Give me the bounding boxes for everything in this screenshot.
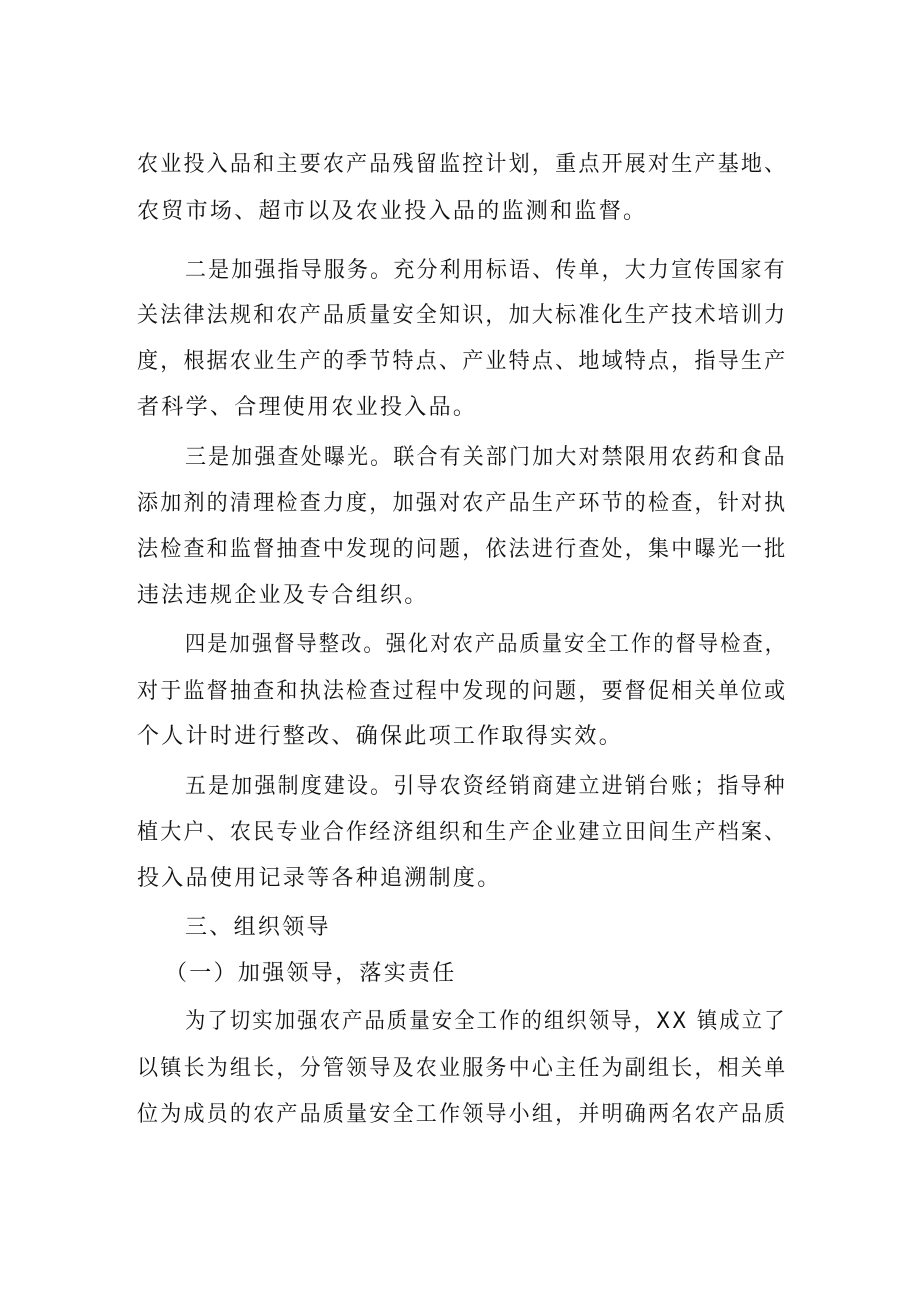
paragraph-start-line: 三是加强查处曝光。联合有关部门加大对禁限用农药和食品 bbox=[185, 445, 787, 470]
paragraph-start-line: 为了切实加强农产品质量安全工作的组织领导，XX 镇成立了 bbox=[185, 1009, 787, 1034]
body-line: 对于监督抽查和执法检查过程中发现的问题，要督促相关单位或 bbox=[137, 679, 788, 704]
body-line: 农业投入品和主要农产品残留监控计划，重点开展对生产基地、 bbox=[137, 152, 788, 177]
body-line: 位为成员的农产品质量安全工作领导小组，并明确两名农产品质 bbox=[137, 1102, 788, 1127]
paragraph-start-line: 四是加强督导整改。强化对农产品质量安全工作的督导检查， bbox=[185, 632, 788, 657]
section-heading: 三、组织领导 bbox=[185, 915, 331, 940]
body-line: 投入品使用记录等各种追溯制度。 bbox=[137, 866, 502, 891]
body-line: 关法律法规和农产品质量安全知识，加大标准化生产技术培训力 bbox=[137, 303, 788, 328]
body-line: 违法违规企业及专合组织。 bbox=[137, 583, 429, 608]
body-line: 者科学、合理使用农业投入品。 bbox=[137, 395, 478, 420]
paragraph-start-line: 二是加强指导服务。充分利用标语、传单，大力宣传国家有 bbox=[185, 258, 787, 283]
body-line: 度，根据农业生产的季节特点、产业特点、地域特点，指导生产 bbox=[137, 349, 788, 374]
body-line: 农贸市场、超市以及农业投入品的监测和监督。 bbox=[137, 199, 648, 224]
body-line: 植大户、农民专业合作经济组织和生产企业建立田间生产档案、 bbox=[137, 820, 788, 845]
paragraph-start-line: 五是加强制度建设。引导农资经销商建立进销台账；指导种 bbox=[185, 774, 787, 799]
subsection-heading: （一）加强领导，落实责任 bbox=[165, 961, 457, 986]
body-line: 添加剂的清理检查力度，加强对农产品生产环节的检查，针对执 bbox=[137, 491, 788, 516]
body-line: 以镇长为组长，分管领导及农业服务中心主任为副组长，相关单 bbox=[137, 1056, 788, 1081]
body-line: 个人计时进行整改、确保此项工作取得实效。 bbox=[137, 724, 624, 749]
body-line: 法检查和监督抽查中发现的问题，依法进行查处，集中曝光一批 bbox=[137, 537, 788, 562]
